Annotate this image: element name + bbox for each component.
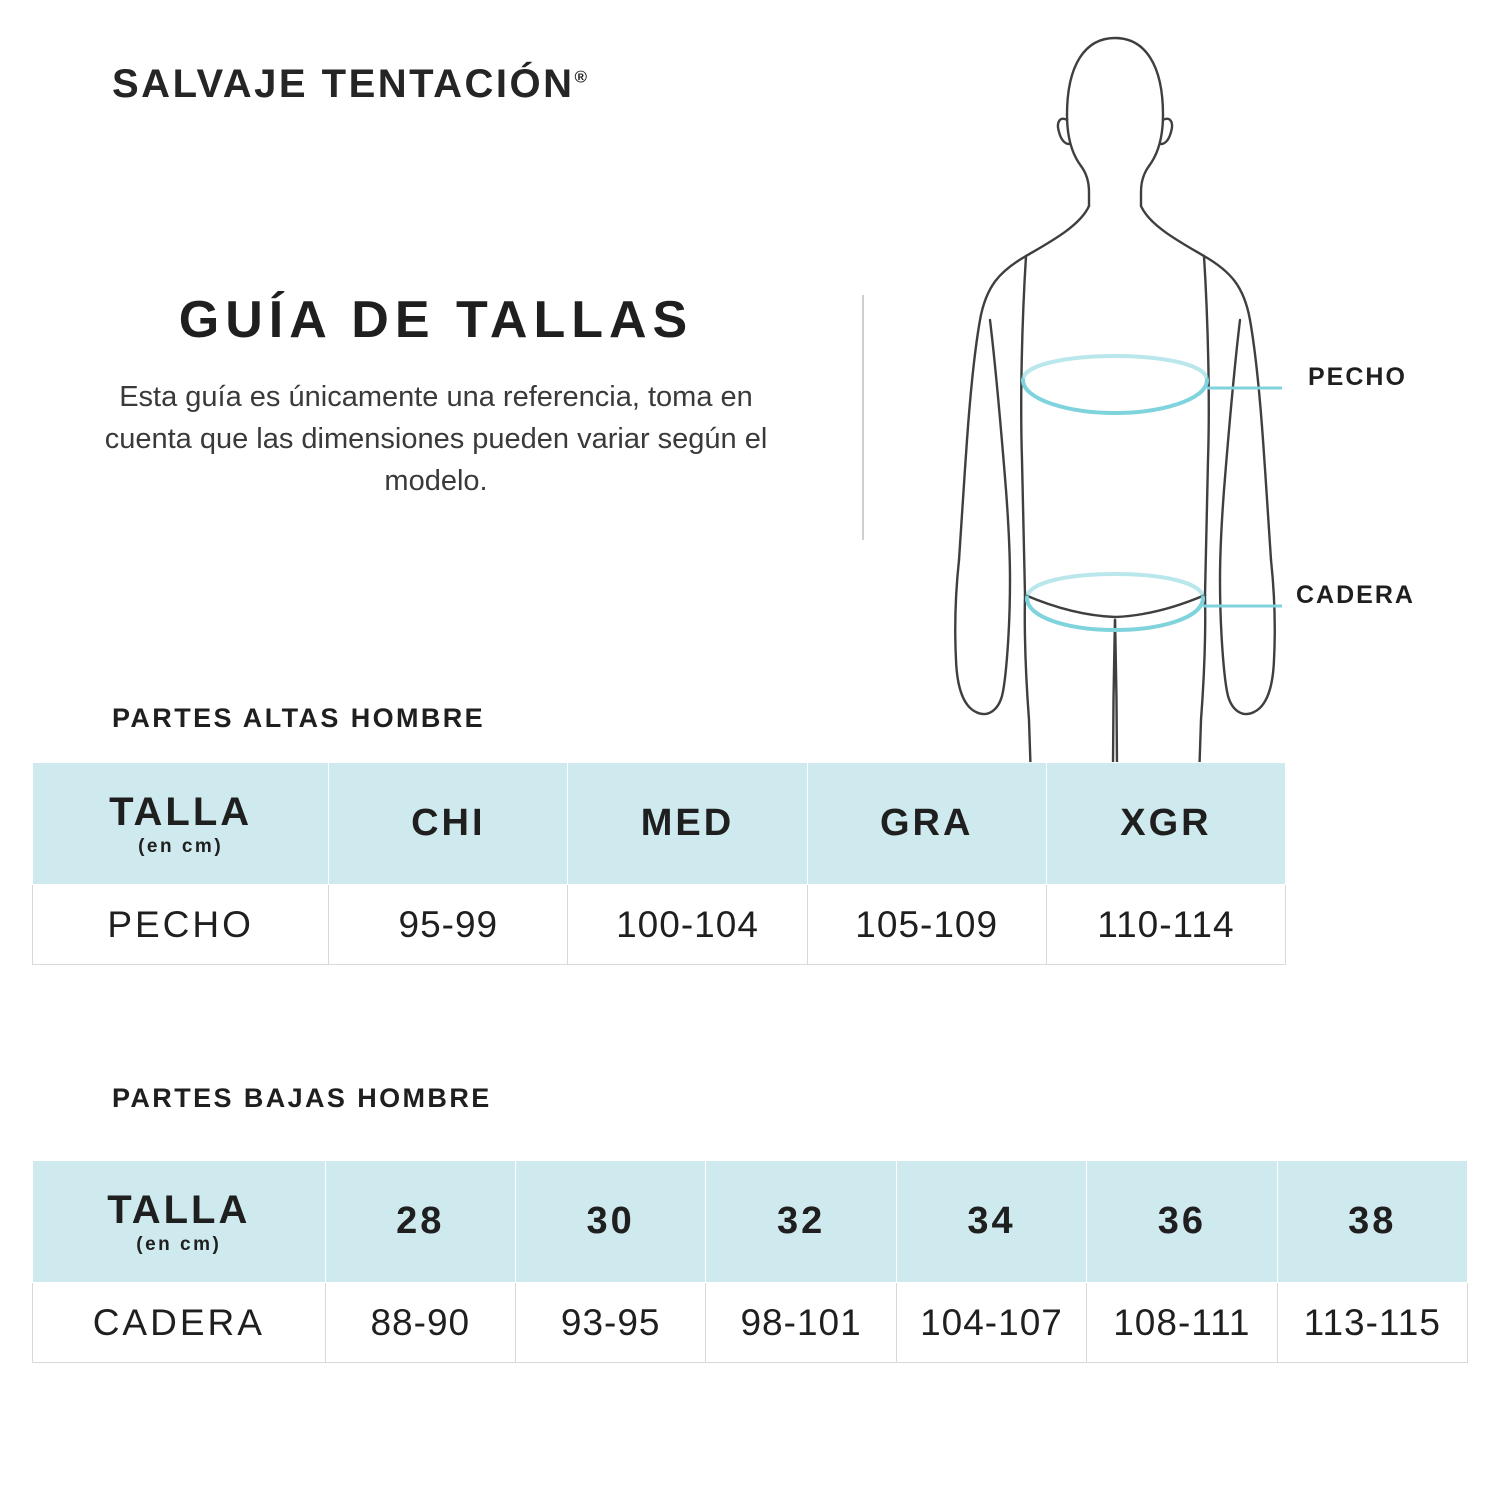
header-size-28: 28 — [325, 1161, 515, 1283]
header-size-34: 34 — [896, 1161, 1086, 1283]
header-size-36: 36 — [1087, 1161, 1277, 1283]
header-size-38: 38 — [1277, 1161, 1467, 1283]
brand-title — [112, 62, 587, 107]
cell-pecho-gra: 105-109 — [807, 885, 1046, 965]
header-talla — [33, 1161, 326, 1283]
header-size-med: MED — [568, 763, 807, 885]
label-cadera: CADERA — [1296, 581, 1415, 609]
cell-cadera-36: 108-111 — [1087, 1283, 1277, 1363]
label-pecho: PECHO — [1308, 363, 1407, 391]
header-size-xgr: XGR — [1046, 763, 1285, 885]
header-size-32: 32 — [706, 1161, 896, 1283]
brand-name: SALVAJE TENTACIÓN — [112, 62, 575, 106]
cell-cadera-28: 88-90 — [325, 1283, 515, 1363]
header-talla-unit: (en cm) — [138, 835, 224, 857]
registered-mark: ® — [574, 67, 588, 87]
section-heading-lower: PARTES BAJAS HOMBRE — [112, 1083, 492, 1113]
table-header-row — [33, 763, 1286, 885]
row-label-cadera: CADERA — [33, 1283, 326, 1363]
table-partes-altas — [32, 762, 1286, 965]
body-figure — [930, 20, 1300, 780]
cell-cadera-32: 98-101 — [706, 1283, 896, 1363]
intro-block — [96, 290, 776, 502]
header-size-30: 30 — [516, 1161, 706, 1283]
table-row — [33, 885, 1286, 965]
vertical-divider — [862, 295, 864, 540]
header-size-chi: CHI — [329, 763, 568, 885]
row-label-pecho: PECHO — [33, 885, 329, 965]
cell-cadera-34: 104-107 — [896, 1283, 1086, 1363]
cell-cadera-30: 93-95 — [516, 1283, 706, 1363]
page-title: GUÍA DE TALLAS — [178, 291, 694, 349]
cell-pecho-med: 100-104 — [568, 885, 807, 965]
cell-pecho-chi: 95-99 — [329, 885, 568, 965]
header-talla-label: TALLA — [109, 789, 253, 834]
section-heading-upper: PARTES ALTAS HOMBRE — [112, 703, 486, 733]
table-partes-bajas — [32, 1160, 1468, 1363]
chest-measure-line — [1023, 356, 1207, 413]
intro-text: Esta guía es únicamente una referencia, toma en cuenta que las dimensiones pueden variar según el modelo. — [104, 381, 768, 498]
table-row — [33, 1283, 1468, 1363]
cell-cadera-38: 113-115 — [1277, 1283, 1467, 1363]
cell-pecho-xgr: 110-114 — [1046, 885, 1285, 965]
header-talla — [33, 763, 329, 885]
header-talla-label: TALLA — [107, 1187, 251, 1232]
header-talla-unit: (en cm) — [136, 1233, 222, 1255]
header-size-gra: GRA — [807, 763, 1046, 885]
table-header-row — [33, 1161, 1468, 1283]
